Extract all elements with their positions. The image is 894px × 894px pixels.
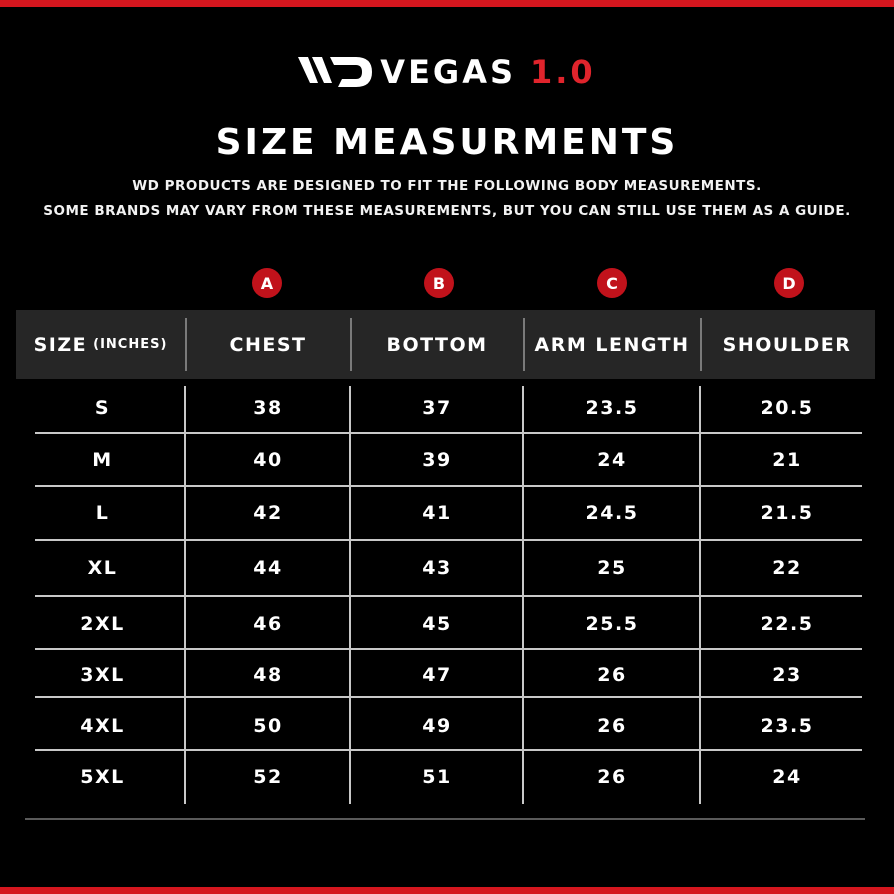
column-badge-d: D <box>774 268 804 298</box>
cell-size: 4XL <box>80 715 125 737</box>
wd-logo-icon <box>298 53 374 91</box>
row-divider <box>35 432 862 434</box>
cell-chest: 50 <box>253 715 283 737</box>
top-accent-bar <box>0 0 894 7</box>
row-divider <box>35 595 862 597</box>
table-row <box>0 762 894 792</box>
header-chest: CHEST <box>229 333 307 356</box>
column-badge-a: A <box>252 268 282 298</box>
cell-arm-length: 24 <box>597 449 627 471</box>
cell-chest: 44 <box>253 557 283 579</box>
row-divider <box>35 485 862 487</box>
cell-arm-length: 26 <box>597 664 627 686</box>
bottom-accent-bar <box>0 887 894 894</box>
table-row <box>0 609 894 639</box>
cell-bottom: 37 <box>422 397 452 419</box>
cell-bottom: 43 <box>422 557 452 579</box>
cell-arm-length: 23.5 <box>585 397 639 419</box>
cell-arm-length: 26 <box>597 715 627 737</box>
cell-bottom: 51 <box>422 766 452 788</box>
cell-shoulder: 21.5 <box>760 502 814 524</box>
page-title: SIZE MEASURMENTS <box>215 122 679 163</box>
table-row <box>0 498 894 528</box>
cell-chest: 40 <box>253 449 283 471</box>
cell-chest: 52 <box>253 766 283 788</box>
header-shoulder: SHOULDER <box>722 333 852 356</box>
column-badge-b: B <box>424 268 454 298</box>
cell-shoulder: 21 <box>772 449 802 471</box>
table-bottom-rule <box>25 818 865 820</box>
cell-shoulder: 22.5 <box>760 613 814 635</box>
cell-chest: 42 <box>253 502 283 524</box>
subtitle-line-2: SOME BRANDS MAY VARY FROM THESE MEASUREMENTS, BUT YOU CAN STILL USE THEM AS A GUIDE. <box>43 203 851 219</box>
cell-bottom: 49 <box>422 715 452 737</box>
header-arm-length: ARM LENGTH <box>534 333 690 356</box>
cell-shoulder: 23.5 <box>760 715 814 737</box>
table-row <box>0 393 894 423</box>
header-size-unit: (INCHES) <box>93 337 168 352</box>
cell-arm-length: 24.5 <box>585 502 639 524</box>
cell-chest: 46 <box>253 613 283 635</box>
header-bottom: BOTTOM <box>386 333 488 356</box>
cell-size: 2XL <box>80 613 125 635</box>
table-row <box>0 445 894 475</box>
cell-size: S <box>94 397 111 419</box>
header-size-label: SIZE <box>33 333 88 356</box>
row-divider <box>35 648 862 650</box>
brand-header <box>0 52 894 92</box>
cell-shoulder: 20.5 <box>760 397 814 419</box>
cell-bottom: 47 <box>422 664 452 686</box>
table-row <box>0 553 894 583</box>
cell-arm-length: 26 <box>597 766 627 788</box>
table-row <box>0 711 894 741</box>
row-divider <box>35 539 862 541</box>
subtitle-line-1: WD PRODUCTS ARE DESIGNED TO FIT THE FOLLOWING BODY MEASUREMENTS. <box>132 178 762 194</box>
header-size <box>16 310 185 379</box>
cell-shoulder: 24 <box>772 766 802 788</box>
column-badge-c: C <box>597 268 627 298</box>
cell-bottom: 39 <box>422 449 452 471</box>
cell-bottom: 41 <box>422 502 452 524</box>
row-divider <box>35 696 862 698</box>
cell-shoulder: 23 <box>772 664 802 686</box>
cell-size: 3XL <box>80 664 125 686</box>
brand-name: VEGAS <box>380 53 516 91</box>
cell-size: XL <box>87 557 118 579</box>
cell-chest: 48 <box>253 664 283 686</box>
cell-bottom: 45 <box>422 613 452 635</box>
cell-size: L <box>95 502 110 524</box>
table-header <box>16 310 875 379</box>
cell-chest: 38 <box>253 397 283 419</box>
cell-shoulder: 22 <box>772 557 802 579</box>
brand-version: 1.0 <box>530 53 596 91</box>
cell-arm-length: 25.5 <box>585 613 639 635</box>
cell-size: 5XL <box>80 766 125 788</box>
row-divider <box>35 749 862 751</box>
cell-arm-length: 25 <box>597 557 627 579</box>
cell-size: M <box>92 449 113 471</box>
table-row <box>0 660 894 690</box>
